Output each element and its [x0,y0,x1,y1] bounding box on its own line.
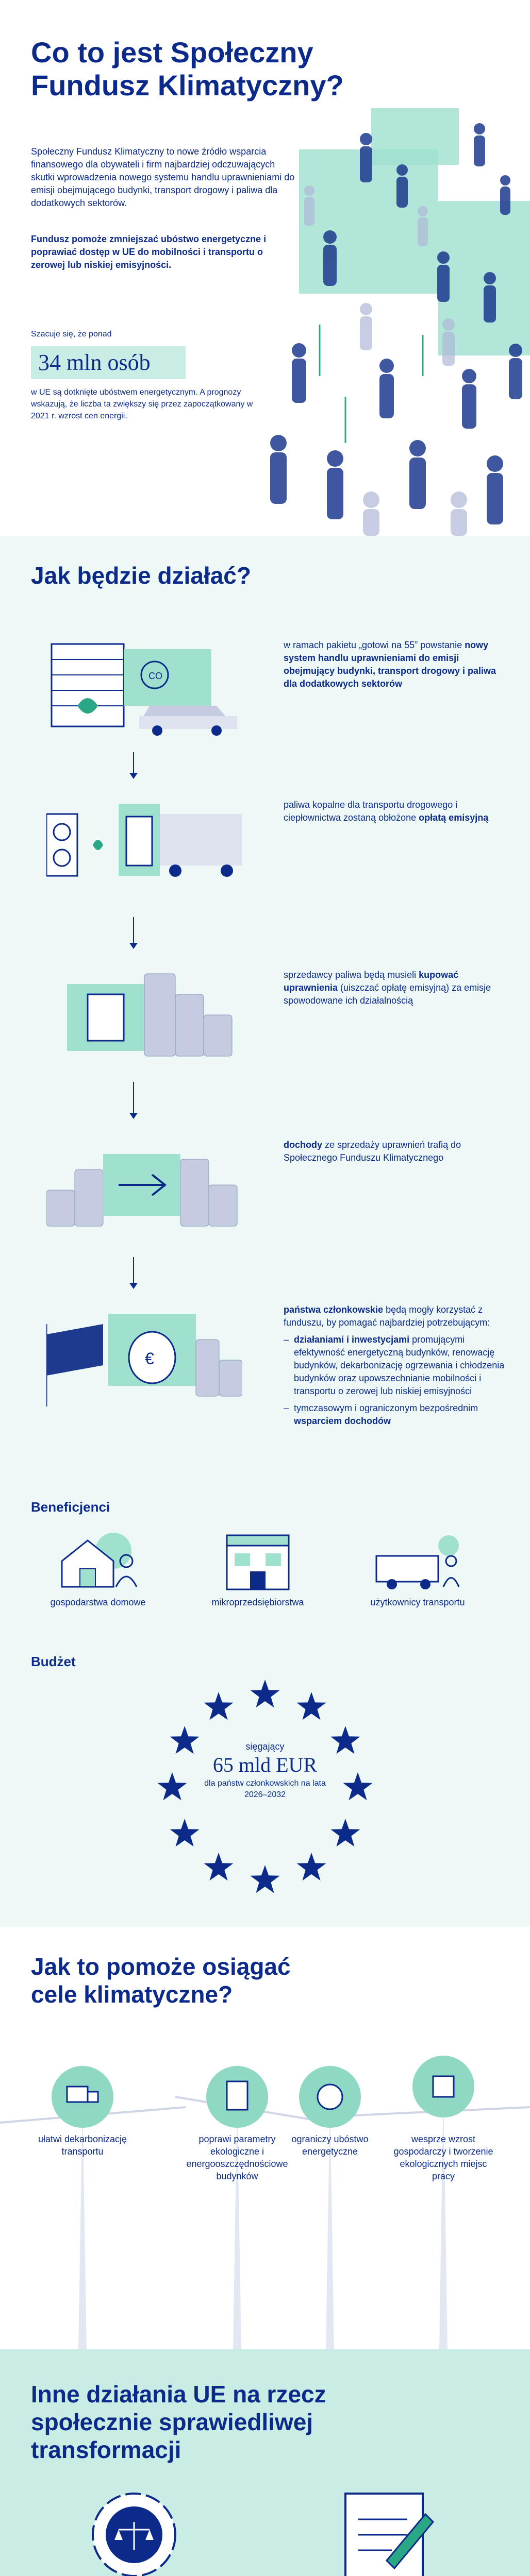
star-icon [343,1772,373,1800]
goal-3: ograniczy ubóstwo energetyczne [291,2134,369,2157]
how-section [0,536,530,1927]
step-5-text-pre: będą mogły korzystać z funduszu, by pomagać najbardziej potrzebującym: [284,1304,490,1328]
step-3-text-pre: sprzedawcy paliwa będą musieli [284,970,419,980]
goal-2: poprawi parametry ekologiczne i energooszczędnościowe budynków [186,2134,288,2181]
arrow-down-icon [133,917,134,948]
step-2-text [284,799,510,824]
star-icon [204,1853,234,1880]
household-icon [57,1525,139,1592]
step-5-bullet-2: – tymczasowym i ograniczonym bezpośrednim wsparciem dochodów [284,1403,478,1426]
step-2-text-pre: paliwa kopalne dla transportu drogowego i ciepłownictwa zostaną obłożone [284,800,458,823]
estimate-tail: w UE są dotknięte ubóstwem energetycznym. A prognozy wskazują, że liczba ta zwiększy się przez zapoczątkowany w 2021 r. wzrost cen energii. [31,388,253,420]
estimate-highlight-box [31,346,186,379]
step-4-text [284,1139,510,1164]
step-1-text [284,639,510,690]
other-title-line1: Inne działania UE na rzecz [31,2381,326,2408]
gear-scales-icon [77,2483,191,2576]
goals-title-line2: cele klimatyczne? [31,1981,233,2008]
budget-tail: dla państw członkowskich na lata 2026–2032 [204,1779,326,1799]
intro-section [0,0,530,536]
step-4 [31,1123,505,1252]
goal-4: wesprze wzrost gospodarczy i tworzenie ekologicznych miejsc pracy [393,2134,493,2181]
step-3-text [284,969,510,1007]
beneficiary-microenterprises: mikroprzedsiębiorstwa [211,1597,304,1607]
arrow-down-icon [133,1257,134,1288]
step-4-text-post: ze sprzedaży uprawnień trafią do Społecznego Funduszu Klimatycznego [284,1140,461,1163]
arrow-down-icon [133,1082,134,1118]
star-icon [204,1692,234,1720]
budget-center [203,1741,327,1801]
arrow-down-icon [133,752,134,778]
crowd-illustration [268,108,530,536]
microenterprise-icon [217,1525,299,1592]
star-icon [297,1853,326,1880]
star-icon [330,1819,360,1846]
step-5-text-bold: państwa członkowskie [284,1304,384,1315]
svg-text:€: € [145,1349,154,1368]
goals-section [0,1927,530,2349]
goals-title-line1: Jak to pomoże osiągać [31,1953,291,1980]
star-icon [251,1680,280,1707]
star-icon [297,1692,326,1720]
fuel-pump-icon [46,793,242,896]
other-title-line2: społecznie sprawiedliwej [31,2409,313,2435]
star-icon [330,1726,360,1754]
budget-value: 65 mld EUR [212,1753,318,1776]
coins-pump-icon [46,963,242,1066]
building-car-icon [46,634,242,737]
transport-user-icon [371,1525,464,1592]
wind-turbines-illustration [0,2030,530,2349]
budget-lead: sięgający [245,1741,285,1752]
beneficiary-households: gospodarstwa domowe [50,1597,146,1607]
beneficiaries-title: Beneficjenci [31,1499,110,1515]
other-title-line3: transformacji [31,2436,181,2463]
star-icon [170,1819,200,1846]
beneficiary-transport-users: użytkownicy transportu [370,1597,465,1607]
step-1-text-bold: nowy system handlu uprawnieniami do emisji obejmujący budynki, transport drogowy i paliwa dla dodatkowych sektorów [284,640,496,689]
step-5-bullet-2-text: tymczasowym i ograniczonym bezpośrednim [294,1403,478,1413]
other-section [0,2349,530,2576]
step-5-bullet-1-text: promującymi efektywność energetyczną budynków, renowację budynków, dekarbonizację ogrzewania i chłodzenia budynków oraz upowszechnianie mobilności i transportu o zerowej lub niskiej emisyjności [294,1334,505,1396]
step-5 [31,1293,505,1463]
estimate-lead: Szacuje się, że ponad [31,330,112,338]
goal-1: ułatwi dekarbonizację transportu [38,2134,127,2157]
how-title: Jak będzie działać? [31,562,251,589]
page-title-line1: Co to jest Społeczny [31,36,313,69]
step-3-text-post: (uiszczać opłatę emisyjną) za emisje spowodowane ich działalnością [284,982,491,1006]
star-icon [158,1772,187,1800]
document-pen-icon [330,2483,443,2576]
step-1 [31,623,505,752]
step-4-text-bold: dochody [284,1140,322,1150]
step-5-bullet-2-bold: wsparciem dochodów [294,1416,391,1426]
intro-paragraph-1: Społeczny Fundusz Klimatyczny to nowe źródło wsparcia finansowego dla obywateli i firm najbardziej odczuwających skutki wprowadzenia nowego systemu handlu uprawnieniami do emisji obejmującego budynki, transport drogowy i paliwa dla dodatkowych sektorów. [31,146,295,208]
step-2-text-bold: opłatą emisyjną [419,812,489,823]
page-title-line2: Fundusz Klimatyczny? [31,69,344,101]
step-3 [31,953,505,1082]
step-5-text [284,1303,510,1428]
eu-flag-moneybag-icon [46,1303,242,1406]
step-5-bullet-1-bold: działaniami i inwestycjami [294,1334,410,1345]
budget-title: Budżet [31,1654,76,1669]
revenue-coins-icon [46,1133,242,1236]
star-icon [251,1865,280,1893]
svg-text:CO: CO [148,671,162,681]
intro-paragraph-2: Fundusz pomoże zmniejszać ubóstwo energetyczne i poprawiać dostęp w UE do mobilności i transportu o zerowej lub niskiej emisyjności. [31,234,267,270]
step-5-bullet-1: – działaniami i inwestycjami promującymi efektywność energetyczną budynków, renowację budynków, dekarbonizację ogrzewania i chłodzenia budynków oraz upowszechnianie mobilności i transportu o zerowej lub niskiej emisyjności [284,1334,505,1396]
star-icon [170,1726,200,1754]
step-3-text-bold: kupować uprawnienia [284,970,459,993]
estimate-value: 34 mln osób [38,350,151,375]
step-1-text-pre: w ramach pakietu „gotowi na 55” powstanie [284,640,465,650]
step-2 [31,783,505,912]
